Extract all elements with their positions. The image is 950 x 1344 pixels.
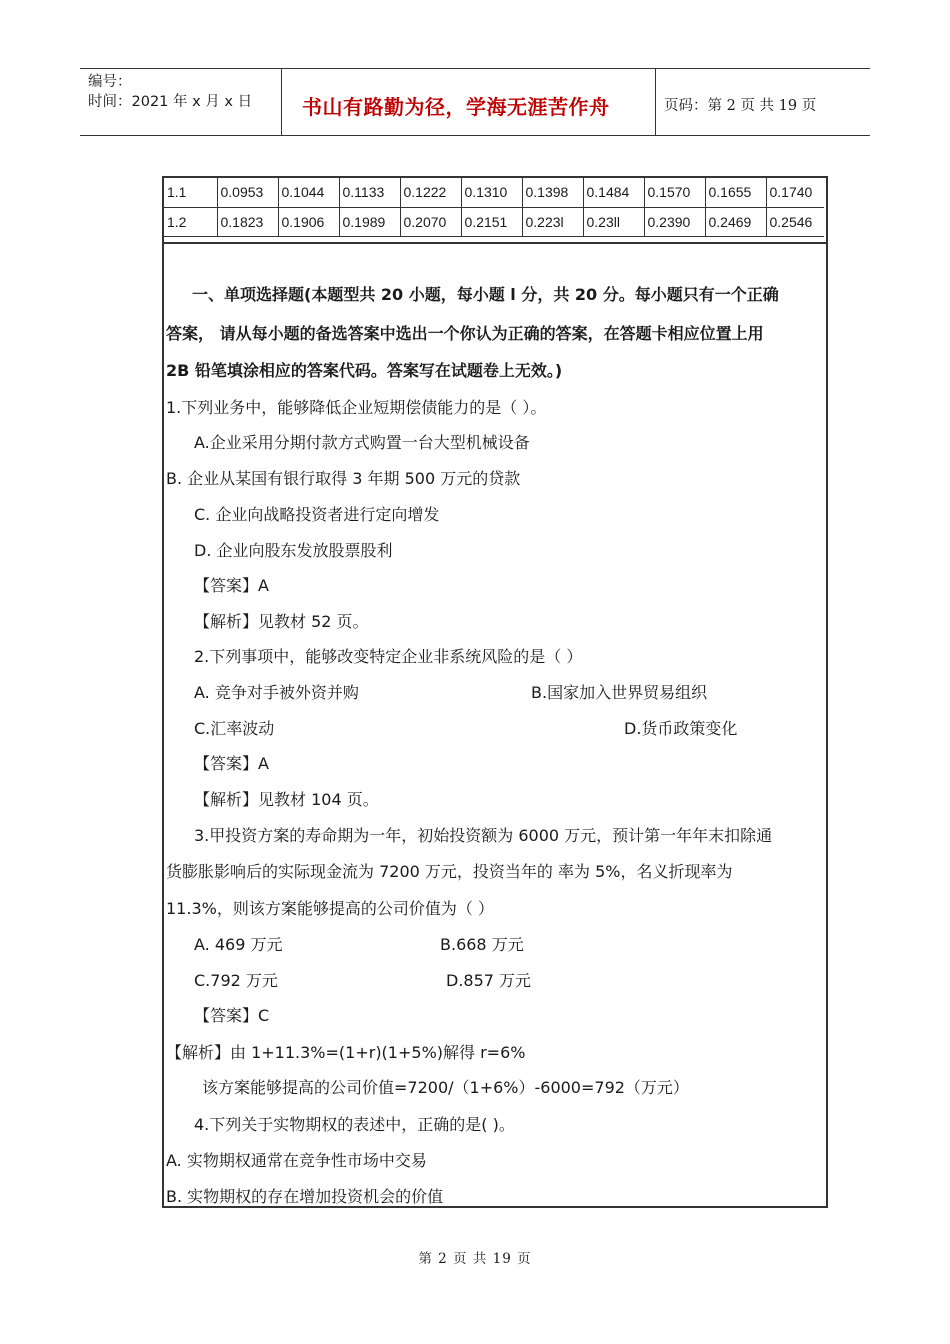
explanation-line: 【解析】见教材 104 页。 xyxy=(194,790,379,809)
table-cell: 0.1044 xyxy=(278,178,339,207)
header-info-cell xyxy=(80,69,282,135)
table-cell: 0.1823 xyxy=(217,207,278,236)
table-cell: 0.2390 xyxy=(644,207,705,236)
table-cell: 0.2546 xyxy=(766,207,824,236)
page-code: 页码：第 2 页 共 19 页 xyxy=(664,98,817,114)
table-cell: 0.1740 xyxy=(766,178,824,207)
question-stem: 11.3%，则该方案能够提高的公司价值为（ ） xyxy=(166,899,494,918)
page-header xyxy=(80,68,870,136)
option-line: C.汇率波动 xyxy=(194,719,275,738)
table-cell: 0.223l xyxy=(522,207,583,236)
motto: 书山有路勤为径，学海无涯苦作舟 xyxy=(302,95,610,119)
table-cell: 0.1133 xyxy=(339,178,400,207)
page-footer: 第 2 页 共 19 页 xyxy=(418,1251,532,1267)
table-cell: 0.2070 xyxy=(400,207,461,236)
explanation-line: 【解析】由 1+11.3%=(1+r)(1+5%)解得 r=6% xyxy=(166,1043,526,1062)
option-line: C. 企业向战略投资者进行定向增发 xyxy=(194,505,440,524)
question-stem: 2.下列事项中，能够改变特定企业非系统风险的是（ ） xyxy=(194,647,583,666)
section-heading-line: 一、单项选择题(本题型共 20 小题，每小题 l 分，共 20 分。每小题只有一个正确 xyxy=(192,285,779,304)
table-cell: 1.1 xyxy=(164,178,217,207)
table-cell: 0.0953 xyxy=(217,178,278,207)
table-cell: 0.1655 xyxy=(705,178,766,207)
option-line: A. 469 万元 xyxy=(194,935,283,954)
header-motto-cell xyxy=(282,69,656,135)
explanation-line: 【解析】见教材 52 页。 xyxy=(194,612,369,631)
section-heading-line: 2B 铅笔填涂相应的答案代码。答案写在试题卷上无效。) xyxy=(166,361,563,380)
answer-line: 【答案】C xyxy=(194,1006,270,1025)
content-frame xyxy=(162,176,828,1208)
table-cell: 0.1906 xyxy=(278,207,339,236)
question-text xyxy=(164,178,826,1206)
table-cell: 0.1398 xyxy=(522,178,583,207)
table-cell: 0.2151 xyxy=(461,207,522,236)
question-stem: 3.甲投资方案的寿命期为一年，初始投资额为 6000 万元，预计第一年年末扣除通 xyxy=(194,826,773,845)
table-cell: 0.1310 xyxy=(461,178,522,207)
option-line: B.国家加入世界贸易组织 xyxy=(531,683,708,702)
table-cell: 0.2469 xyxy=(705,207,766,236)
option-line: B.668 万元 xyxy=(440,935,524,954)
explanation-line: 该方案能够提高的公司价值=7200/（1+6%）-6000=792（万元） xyxy=(202,1078,689,1097)
option-line: C.792 万元 xyxy=(194,971,278,990)
table-cell: 1.2 xyxy=(164,207,217,236)
option-line: B. 企业从某国有银行取得 3 年期 500 万元的贷款 xyxy=(166,469,521,488)
number-label: 编号： xyxy=(88,74,132,90)
time-label: 时间：2021 年 x 月 x 日 xyxy=(88,94,253,110)
header-page-cell xyxy=(656,69,870,135)
option-line: D. 企业向股东发放股票股利 xyxy=(194,541,393,560)
answer-line: 【答案】A xyxy=(194,576,269,595)
table-cell: 0.1989 xyxy=(339,207,400,236)
question-stem: 1.下列业务中，能够降低企业短期偿债能力的是（ ）。 xyxy=(166,398,547,417)
option-line: D.货币政策变化 xyxy=(624,719,738,738)
table-cell: 0.1222 xyxy=(400,178,461,207)
question-stem: 货膨胀影响后的实际现金流为 7200 万元，投资当年的 率为 5%，名义折现率为 xyxy=(166,862,733,881)
option-line: B. 实物期权的存在增加投资机会的价值 xyxy=(166,1187,444,1206)
table-cell: 0.1484 xyxy=(583,178,644,207)
option-line: A. 实物期权通常在竞争性市场中交易 xyxy=(166,1151,427,1170)
option-line: A.企业采用分期付款方式购置一台大型机械设备 xyxy=(194,433,530,452)
option-line: A. 竞争对手被外资并购 xyxy=(194,683,359,702)
answer-line: 【答案】A xyxy=(194,754,269,773)
option-line: D.857 万元 xyxy=(446,971,532,990)
question-stem: 4.下列关于实物期权的表述中，正确的是( )。 xyxy=(194,1115,515,1134)
section-heading-line: 答案， 请从每小题的备选答案中选出一个你认为正确的答案，在答题卡相应位置上用 xyxy=(166,324,764,343)
table-cell: 0.1570 xyxy=(644,178,705,207)
table-cell: 0.23ll xyxy=(583,207,644,236)
